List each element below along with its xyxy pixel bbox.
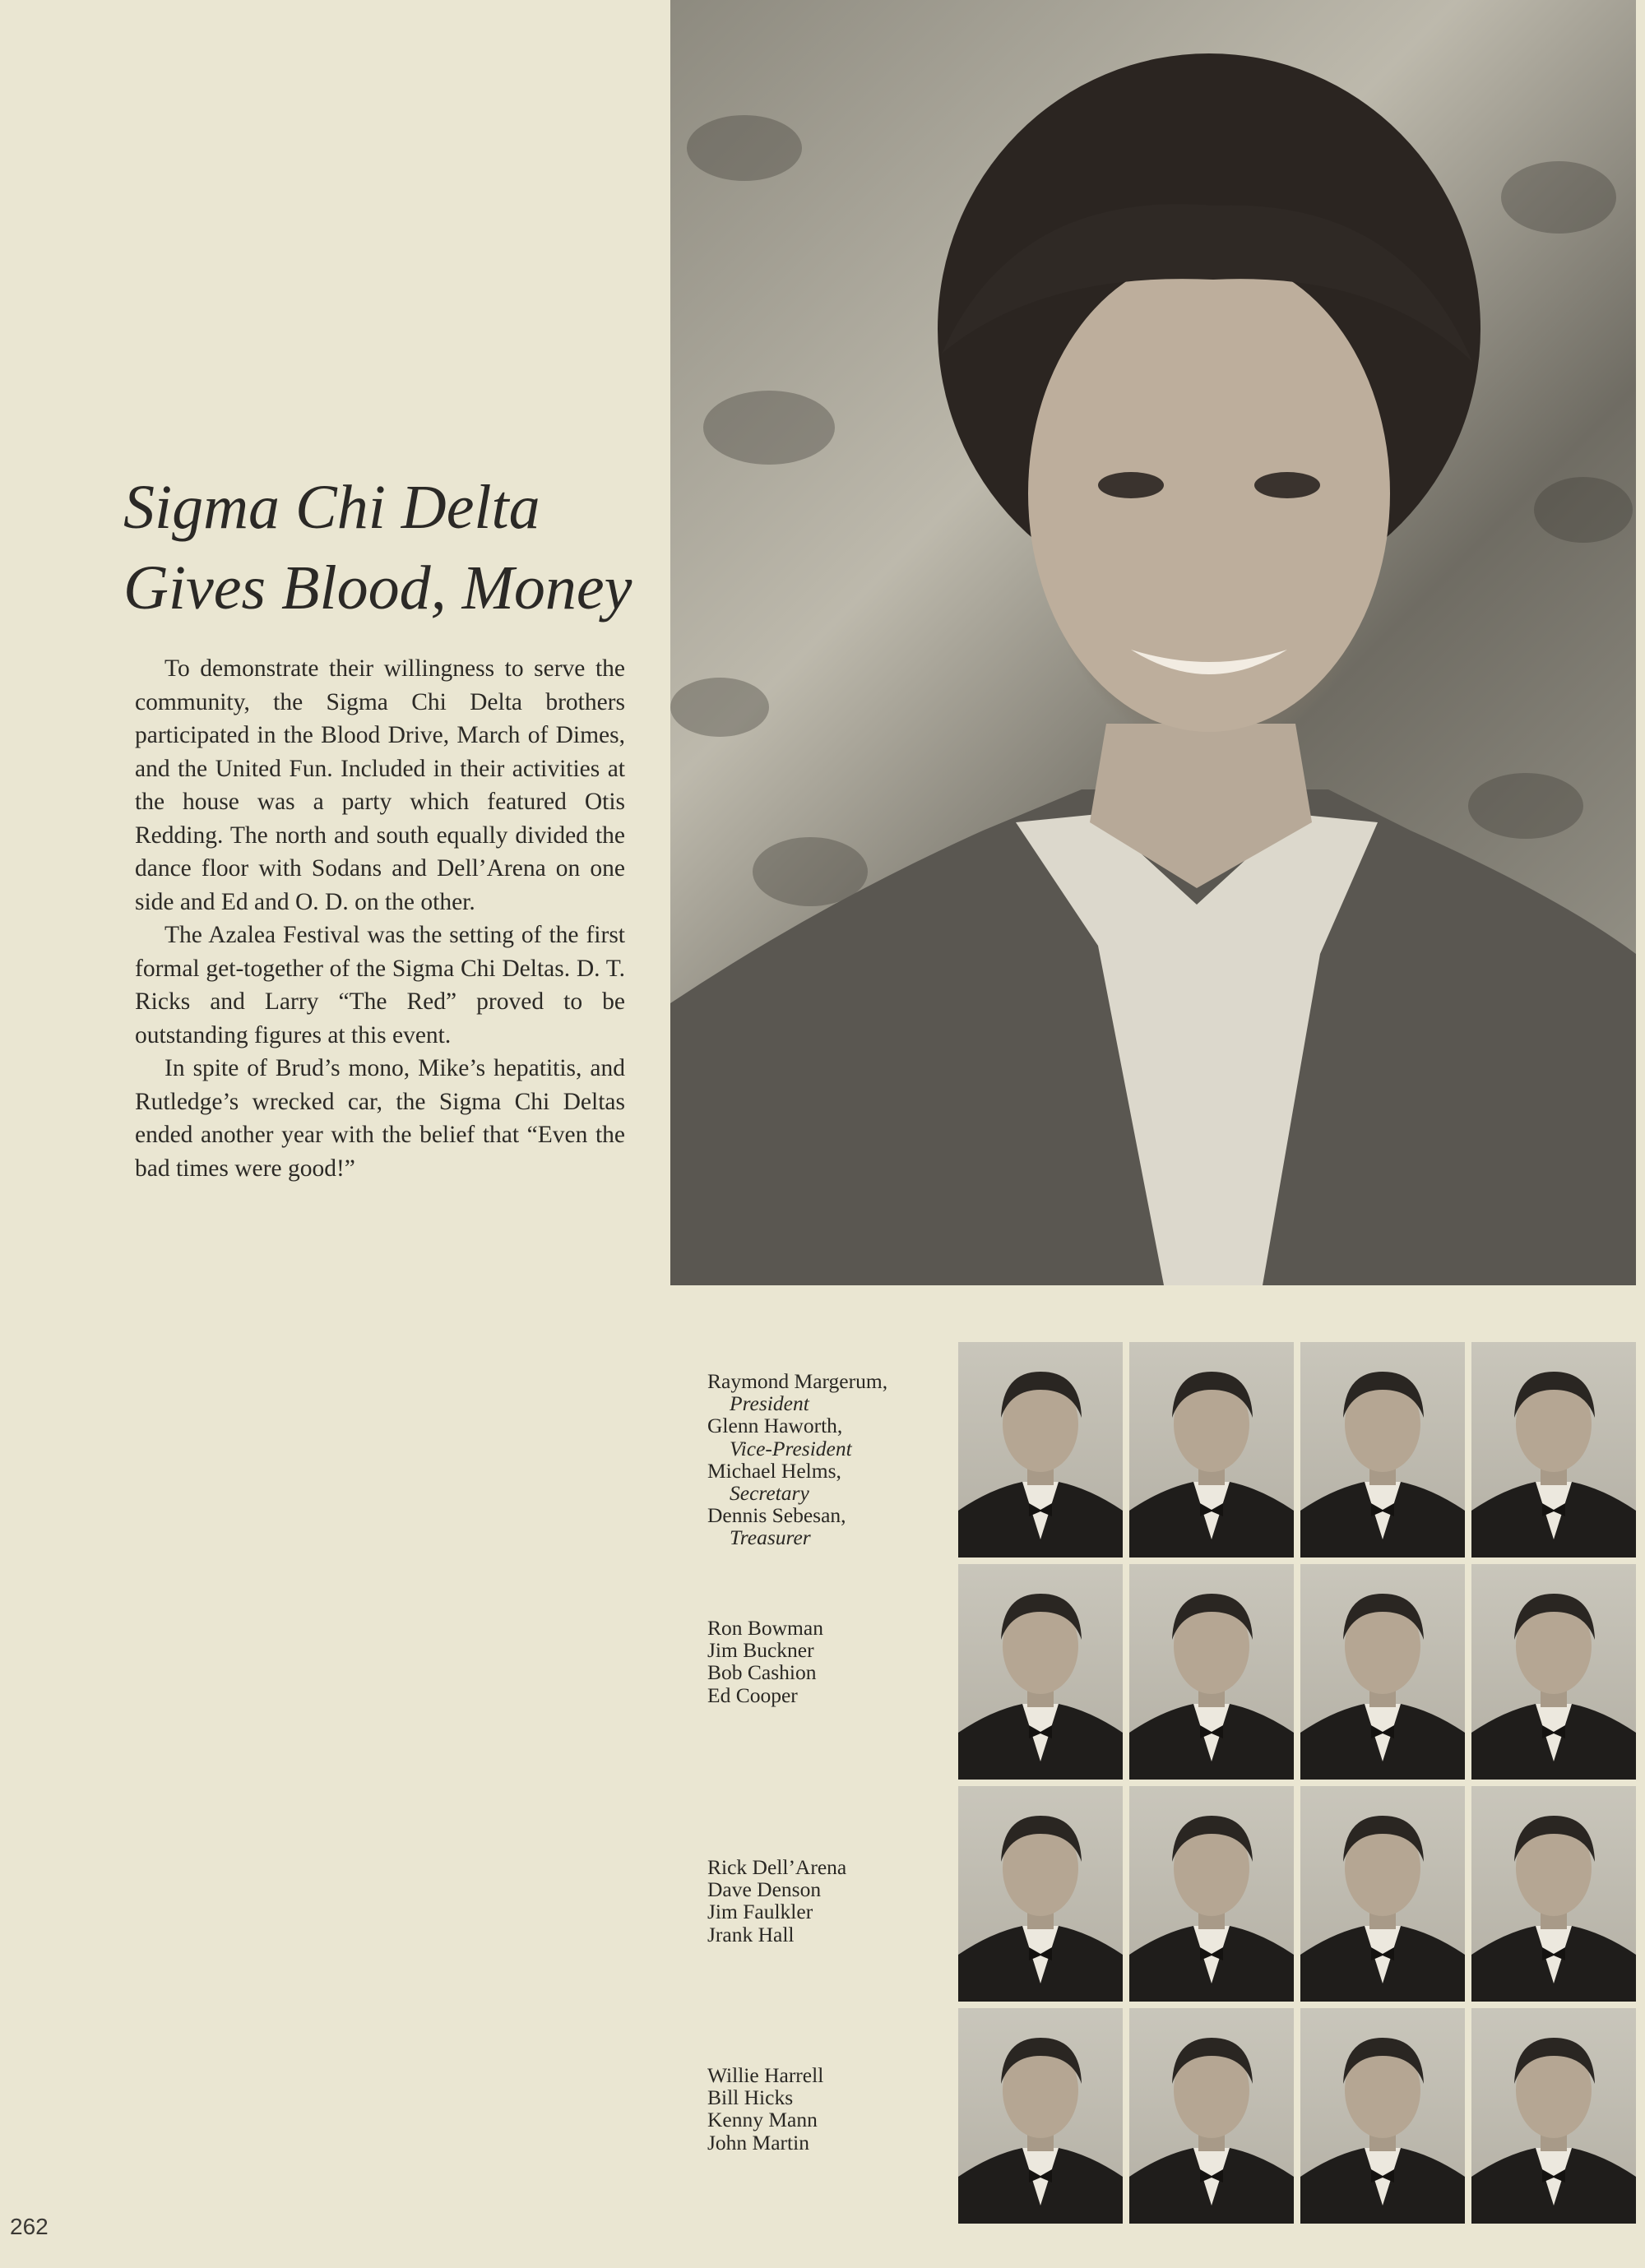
officer-name: Dennis Sebesan, (707, 1503, 846, 1528)
member-name: Kenny Mann (707, 2108, 818, 2132)
portrait-row (958, 1342, 1635, 1558)
hero-photo (670, 0, 1636, 1285)
paragraph: In spite of Brud’s mono, Mike’s hepatitis, and Rutledge’s wrecked car, the Sigma Chi Deltas ended another year with the belief that “Even the bad times were good!” (135, 1055, 625, 1182)
member-name: Jrank Hall (707, 1922, 795, 1946)
member-name: Ed Cooper (707, 1682, 798, 1707)
member-portrait (1129, 1342, 1294, 1558)
member-name: Bob Cashion (707, 1660, 817, 1685)
member-name: Bill Hicks (707, 2085, 794, 2110)
member-portrait (958, 1342, 1123, 1558)
member-portrait (1471, 1564, 1636, 1780)
member-portrait (1129, 1786, 1294, 2002)
officer-name: Michael Helms, (707, 1458, 841, 1483)
member-portrait (958, 1564, 1123, 1780)
headline (123, 467, 650, 628)
member-portrait (958, 1786, 1123, 2002)
portrait-row (958, 1564, 1635, 1780)
officer-role: Secretary (730, 1481, 809, 1506)
officer-name: Glenn Haworth, (707, 1414, 843, 1438)
member-name: John Martin (707, 2130, 809, 2155)
member-name: Dave Denson (707, 1877, 822, 1902)
portrait-row (958, 2008, 1635, 2224)
member-list (707, 1617, 823, 1706)
member-portrait (1471, 1342, 1636, 1558)
member-list (707, 2064, 823, 2154)
article-body (135, 652, 625, 1185)
member-portrait (1300, 2008, 1465, 2224)
headline-line-2: Gives Blood, Money (123, 553, 633, 623)
officer-role: President (730, 1391, 809, 1416)
member-portrait (1471, 2008, 1636, 2224)
member-portrait (1129, 1564, 1294, 1780)
officer-role: Treasurer (730, 1525, 811, 1550)
hero-photo-drawing (670, 0, 1636, 1285)
member-portrait (1471, 1786, 1636, 2002)
officer-name: Raymond Margerum, (707, 1369, 888, 1393)
paragraph: The Azalea Festival was the setting of the first formal get-together of the Sigma Chi Deltas. D. T. Ricks and Larry “The Red” proved to be outstanding figures at this event. (135, 922, 625, 1048)
officer-list (707, 1370, 887, 1549)
page-number: 262 (10, 2214, 49, 2239)
member-portrait (958, 2008, 1123, 2224)
member-portrait (1300, 1786, 1465, 2002)
member-name: Rick Dell’Arena (707, 1855, 847, 1879)
member-portrait (1300, 1564, 1465, 1780)
officer-role: Vice-President (730, 1436, 852, 1460)
member-list (707, 1856, 846, 1946)
member-portrait (1300, 1342, 1465, 1558)
member-name: Jim Faulkler (707, 1900, 813, 1924)
paragraph: To demonstrate their willingness to serve the community, the Sigma Chi Delta brothers participated in the Blood Drive, March of Dimes, and the United Fun. Included in their activities at the house was a party which featured Otis Redding. The north and south equally divided the dance floor with Sodans and Dell’Arena on one side and Ed and O. D. on the other. (135, 655, 625, 915)
member-name: Jim Buckner (707, 1638, 814, 1663)
portrait-row (958, 1786, 1635, 2002)
member-portrait (1129, 2008, 1294, 2224)
member-name: Ron Bowman (707, 1616, 823, 1640)
member-name: Willie Harrell (707, 2063, 824, 2087)
headline-line-1: Sigma Chi Delta (123, 473, 540, 542)
